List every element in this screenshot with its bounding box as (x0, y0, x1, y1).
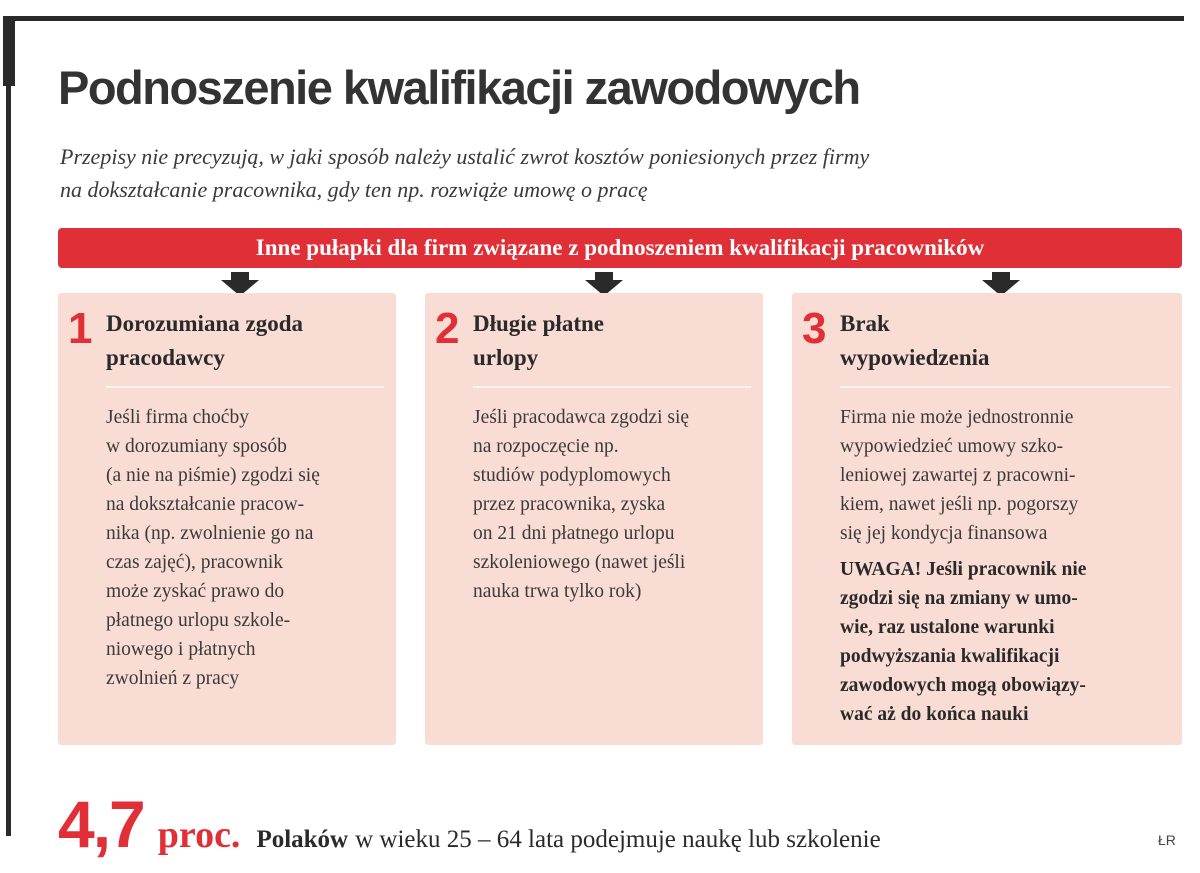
card-warning-line: podwyższania kwalifikacji (840, 646, 1060, 667)
card-heading (473, 307, 604, 375)
card-body-line: się jej kondycja finansowa (840, 523, 1048, 544)
card-heading-line: Dorozumiana zgoda (106, 311, 303, 336)
card-heading-line: urlopy (473, 345, 539, 370)
frame-top-rule (6, 16, 1184, 21)
card-body-line: niowego i płatnych (106, 639, 256, 660)
card-body-line: na dokształcanie pracow- (106, 494, 305, 515)
card-body-line: płatnego urlopu szkole- (106, 610, 291, 631)
card-body-line: czas zajęć), pracownik (106, 552, 284, 573)
card-body-line: studiów podyplomowych (473, 465, 671, 486)
card-body (840, 403, 1172, 729)
page-title: Podnoszenie kwalifikacji zawodowych (58, 61, 860, 114)
card-body-line: Jeśli firma choćby (106, 407, 249, 428)
card-body-line: szkoleniowego (nawet jeśli (473, 552, 686, 573)
stat-line (58, 786, 881, 862)
card-body-line: może zyskać prawo do (106, 581, 285, 602)
card-body-line: na rozpoczęcie np. (473, 436, 619, 457)
card-warning (840, 555, 1172, 729)
card-warning-line: zawodowych mogą obowiązy- (840, 675, 1086, 696)
subtitle-line: na dokształcanie pracownika, gdy ten np. rozwiąże umowę o pracę (60, 177, 648, 202)
card-body-line: on 21 dni płatnego urlopu (473, 523, 675, 544)
card-1 (58, 293, 396, 745)
card-body-line: przez pracownika, zyska (473, 494, 666, 515)
card-heading (106, 307, 303, 375)
card-warning-line: zgodzi się na zmiany w umo- (840, 588, 1078, 609)
card-body-line: Firma nie może jednostronnie (840, 407, 1074, 428)
card-body-line: leniowej zawartej z pracowni- (840, 465, 1076, 486)
card-body-line: w dorozumiany sposób (106, 436, 287, 457)
stat-unit: proc. (157, 814, 241, 856)
card-divider (840, 386, 1170, 388)
author-credit: ŁR (1158, 832, 1176, 848)
card-body-line: Jeśli pracodawca zgodzi się (473, 407, 690, 428)
card-body-line: kiem, nawet jeśli np. pogorszy (840, 494, 1079, 515)
stat-value: 4,7 (58, 787, 144, 861)
card-warning-line: wie, raz ustalone warunki (840, 617, 1055, 638)
card-body-line: nika (np. zwolnienie go na (106, 523, 314, 544)
card-heading (840, 307, 990, 375)
subtitle-line: Przepisy nie precyzują, w jaki sposób należy ustalić zwrot kosztów poniesionych przez firmy (60, 144, 870, 169)
card-divider (473, 386, 751, 388)
card-2 (425, 293, 763, 745)
card-heading-line: Brak (840, 311, 890, 336)
card-number: 1 (68, 304, 93, 353)
frame-left-rule (6, 16, 11, 836)
card-body-line: wypowiedzieć umowy szko- (840, 436, 1064, 457)
card-body (473, 403, 753, 606)
stat-subject: Polaków (256, 826, 349, 853)
frame-corner-mark (3, 16, 15, 86)
card-body (106, 403, 386, 693)
card-number: 3 (802, 304, 827, 353)
card-divider (106, 386, 384, 388)
card-heading-line: pracodawcy (106, 345, 225, 370)
card-body-line: (a nie na piśmie) zgodzi się (106, 465, 320, 486)
card-body-line: nauka trwa tylko rok) (473, 581, 642, 602)
card-number: 2 (435, 304, 460, 353)
card-heading-line: wypowiedzenia (840, 345, 990, 370)
stat-description: w wieku 25 – 64 lata podejmuje naukę lub szkolenie (355, 826, 881, 853)
card-heading-line: Długie płatne (473, 311, 604, 336)
card-warning-line: wać aż do końca nauki (840, 704, 1029, 725)
subtitle (60, 140, 1110, 206)
card-warning-line: UWAGA! Jeśli pracownik nie (840, 559, 1087, 580)
card-3 (792, 293, 1182, 745)
section-banner: Inne pułapki dla firm związane z podnoszeniem kwalifikacji pracowników (58, 228, 1182, 268)
card-body-line: zwolnień z pracy (106, 668, 240, 689)
